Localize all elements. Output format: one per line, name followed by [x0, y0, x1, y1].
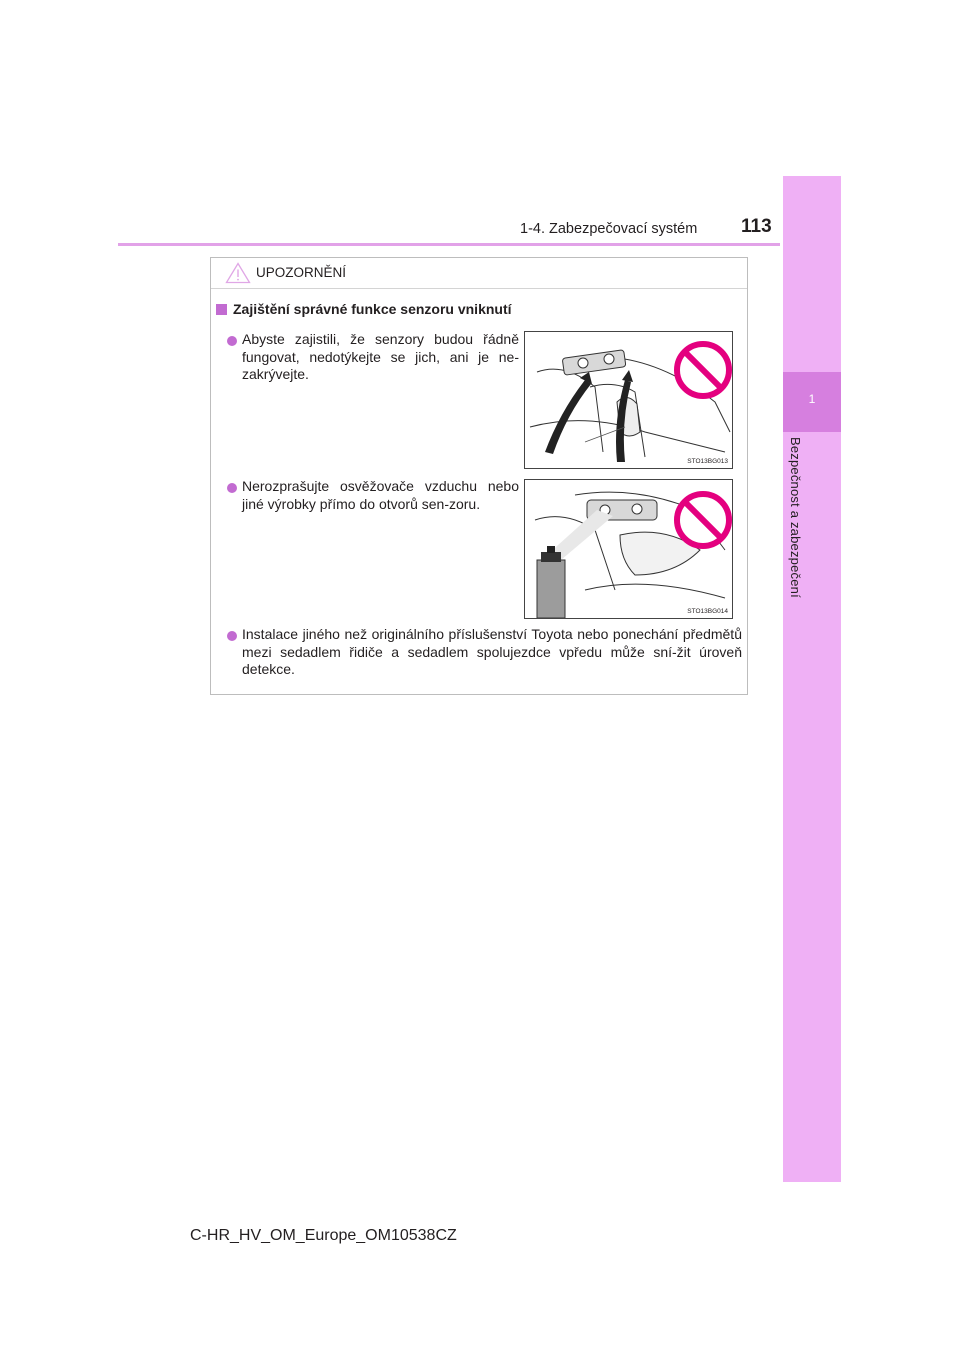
figure-sensor-touch — [524, 331, 733, 469]
spray-sensor-illustration — [525, 480, 732, 618]
figure-code: STO13BG014 — [687, 608, 728, 615]
warning-triangle-icon — [225, 262, 251, 284]
caution-header — [211, 258, 747, 289]
header-rule — [118, 243, 780, 246]
page-number: 113 — [741, 216, 772, 237]
bullet-dot-icon — [227, 336, 237, 346]
caution-title: UPOZORNĚNÍ — [256, 265, 347, 280]
chapter-side-tab — [783, 176, 841, 1182]
header-section-title: 1-4. Zabezpečovací systém — [520, 221, 698, 237]
bullet-text-1: Abyste zajistili, že senzory budou řádně fungovat, nedotýkejte se jich, ani je ne-zakrývejte. — [242, 331, 519, 382]
square-bullet-icon — [216, 304, 227, 315]
figure-code: STO13BG013 — [687, 458, 728, 465]
bullet-text-3: Instalace jiného než originálního příslušenství Toyota nebo ponechání předmětů mezi sedadlem řidiče a sedadlem spolujezdce vpředu může sní-žit úroveň detekce. — [242, 626, 742, 677]
bullet-dot-icon — [227, 631, 237, 641]
chapter-title: Bezpečnost a zabezpečení — [788, 437, 803, 598]
chapter-number: 1 — [808, 392, 816, 406]
bullet-text-2: Nerozprašujte osvěžovače vzduchu nebo jiné výrobky přímo do otvorů sen-zoru. — [242, 478, 519, 512]
bullet-dot-icon — [227, 483, 237, 493]
document-code: C-HR_HV_OM_Europe_OM10538CZ — [190, 1227, 457, 1244]
section-heading-text: Zajištění správné funkce senzoru vniknutí — [233, 301, 512, 317]
sensor-touch-illustration — [525, 332, 732, 468]
caution-box — [210, 257, 748, 695]
section-heading — [216, 301, 512, 317]
figure-spray-sensor — [524, 479, 733, 619]
